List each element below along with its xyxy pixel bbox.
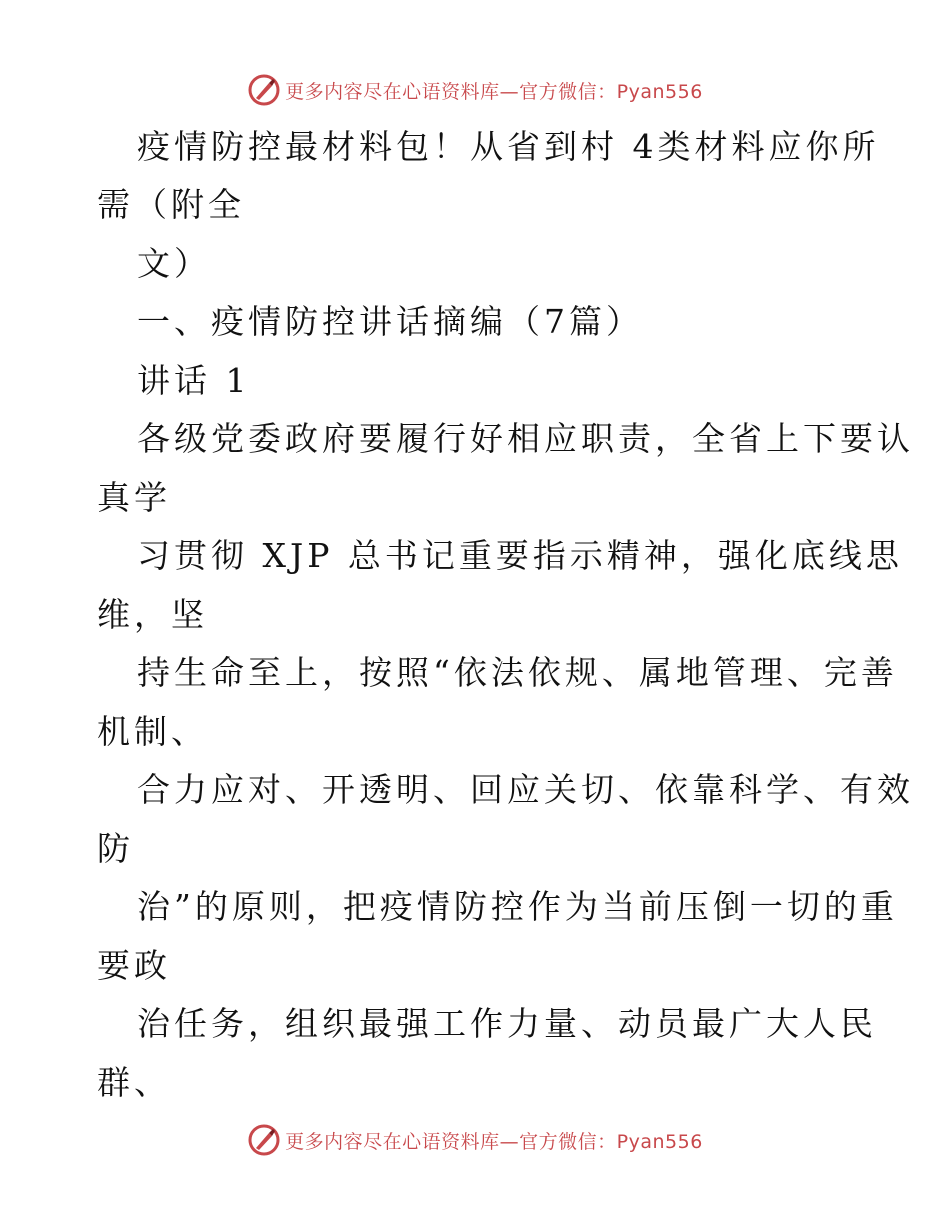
text-line: 真学 [97,478,171,517]
text-line: 疫情防控最材料包！从省到村 4类材料应你所 [137,127,880,166]
text-line: 持生命至上，按照“依法依规、属地管理、完善 [137,653,898,692]
footer-watermark-banner [0,1120,950,1160]
text-line: 要政 [97,946,171,985]
header-watermark-text: 更多内容尽在心语资料库—官方微信：Pyan556 [285,80,703,103]
text-line: 习贯彻 XJP 总书记重要指示精神，强化底线思 [137,536,903,575]
section-heading: 一、疫情防控讲话摘编（7篇） [137,302,643,341]
text-line: 各级党委政府要履行好相应职责，全省上下要认 [137,419,914,458]
text-line: 文） [137,244,211,283]
text-line: 治”的原则，把疫情防控作为当前压倒一切的重 [137,887,898,926]
text-line: 群、 [97,1063,171,1102]
text-line: 需（附全 [97,185,245,224]
pen-logo-icon [247,73,281,107]
pen-logo-icon [247,1123,281,1157]
subsection-heading: 讲话 1 [137,361,251,400]
header-watermark-banner [0,70,950,110]
text-line: 合力应对、开透明、回应关切、依靠科学、有效 [137,770,914,809]
text-line: 维，坚 [97,595,208,634]
text-line: 机制、 [97,712,208,751]
footer-watermark-text: 更多内容尽在心语资料库—官方微信：Pyan556 [285,1130,703,1153]
text-line: 防 [97,829,134,868]
text-line: 治任务，组织最强工作力量、动员最广大人民 [137,1004,877,1043]
